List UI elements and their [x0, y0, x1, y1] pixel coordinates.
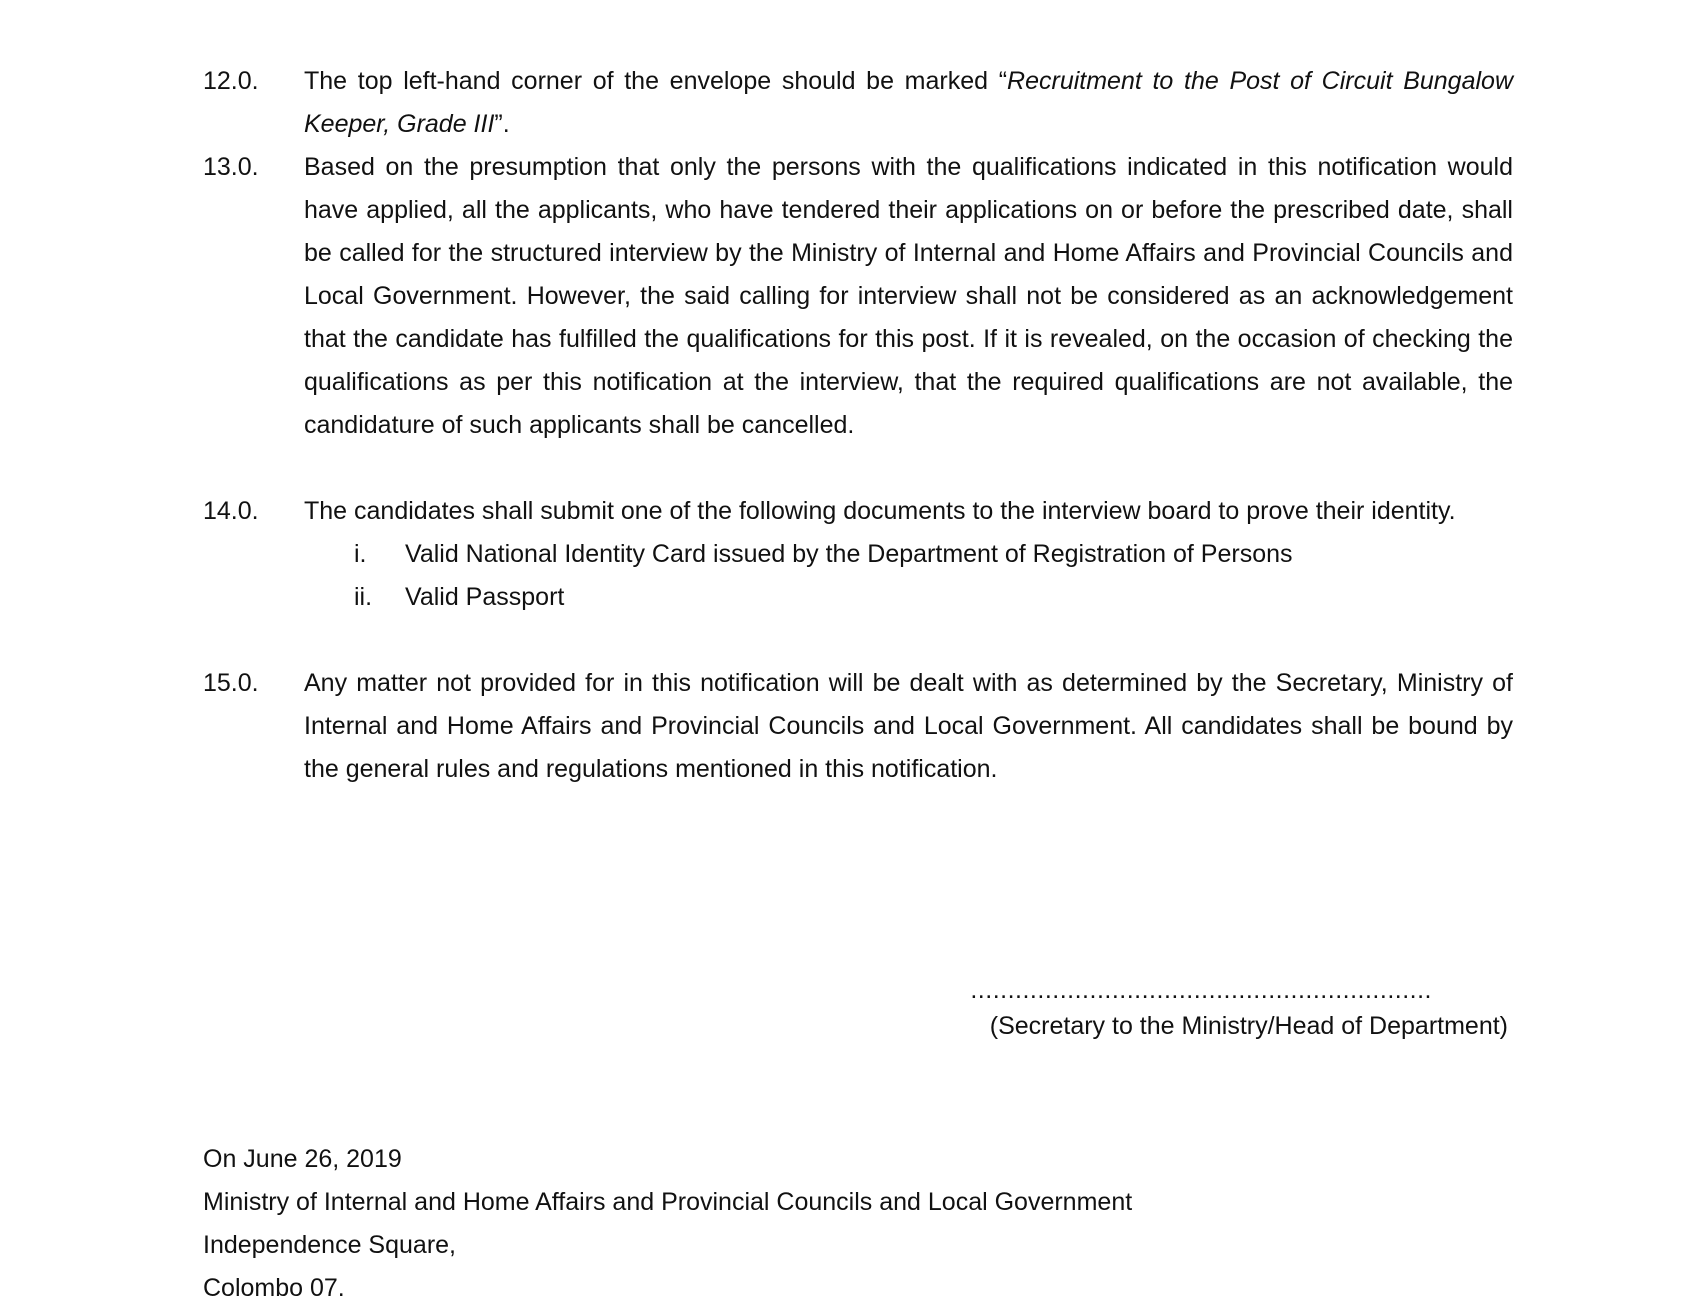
clause-text-part: ”.	[494, 110, 510, 138]
identity-document-list	[203, 533, 1513, 619]
ministry-name: Ministry of Internal and Home Affairs and Provincial Councils and Local Government	[203, 1188, 1133, 1216]
clause-text	[304, 60, 1513, 146]
clause-text: Any matter not provided for in this notification will be dealt with as determined by the Secretary, Ministry of Internal and Home Affairs and Provincial Councils and Local Government. All candidates shall be bound by the general rules and regulations mentioned in this notification.	[304, 669, 1513, 783]
clause-number: 14.0.	[203, 497, 259, 525]
address-line: Colombo 07.	[203, 1274, 345, 1302]
signatory-title: (Secretary to the Ministry/Head of Department)	[989, 1012, 1508, 1040]
clause-text-part: The top left-hand corner of the envelope should be marked “	[304, 67, 1008, 95]
address-line: Independence Square,	[203, 1231, 456, 1259]
clause-text: Based on the presumption that only the persons with the qualifications indicated in this notification would have applied, all the applicants, who have tendered their applications on or before the prescribed date, shall be called for the structured interview by the Ministry of Internal and Home Affairs and Provincial Councils and Local Government. However, the said calling for interview shall not be considered as an acknowledgement that the candidate has fulfilled the qualifications for this post. If it is revealed, on the occasion of checking the qualifications as per this notification at the interview, that the required qualifications are not available, the candidature of such applicants shall be cancelled.	[304, 153, 1513, 439]
clause-number: 12.0.	[203, 67, 259, 95]
list-item	[203, 533, 1513, 576]
list-marker: i.	[354, 540, 367, 568]
clause-15	[203, 662, 1513, 791]
list-item	[203, 576, 1513, 619]
clause-14	[203, 490, 1513, 619]
clause-text: The candidates shall submit one of the following documents to the interview board to prove their identity.	[304, 497, 1456, 525]
list-marker: ii.	[354, 583, 373, 611]
clause-12	[203, 60, 1513, 146]
clause-number: 13.0.	[203, 153, 259, 181]
list-item-text: Valid National Identity Card issued by the Department of Registration of Persons	[405, 540, 1293, 568]
clause-number: 15.0.	[203, 669, 259, 697]
list-item-text: Valid Passport	[405, 583, 565, 611]
signature-block	[900, 975, 1512, 1048]
signature-line: ..............................................................	[970, 976, 1432, 1004]
issue-date: On June 26, 2019	[203, 1145, 402, 1173]
clause-italic-title: Recruitment to the Post of Circuit Bungalow Keeper, Grade III	[304, 67, 1513, 138]
clause-13	[203, 146, 1513, 447]
issuer-footer	[203, 1138, 1132, 1310]
